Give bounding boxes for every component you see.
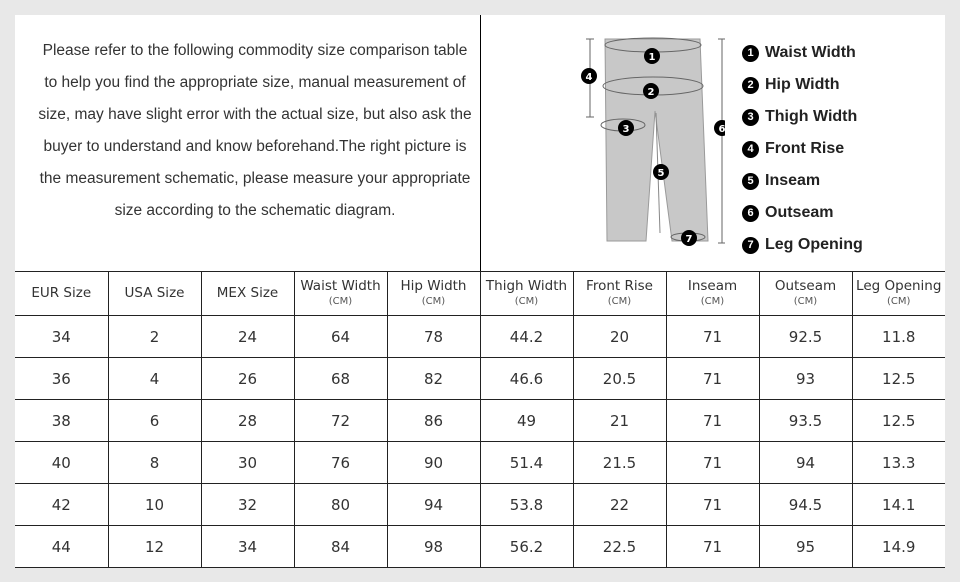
- table-cell: 86: [387, 400, 480, 442]
- table-cell: 76: [294, 442, 387, 484]
- table-cell: 44.2: [480, 316, 573, 358]
- table-cell: 78: [387, 316, 480, 358]
- table-cell: 92.5: [759, 316, 852, 358]
- table-cell: 22.5: [573, 526, 666, 568]
- table-row: [15, 484, 945, 526]
- number-4-icon: 4: [742, 141, 759, 158]
- marker-7-label: 7: [685, 234, 693, 245]
- table-cell: 12.5: [852, 358, 945, 400]
- table-cell: 94: [759, 442, 852, 484]
- table-cell: 93.5: [759, 400, 852, 442]
- table-cell: 22: [573, 484, 666, 526]
- table-cell: 95: [759, 526, 852, 568]
- legend-label: Front Rise: [765, 140, 845, 157]
- table-cell: 26: [201, 358, 294, 400]
- legend-item: [742, 229, 863, 261]
- number-3-icon: 3: [742, 109, 759, 126]
- table-cell: 51.4: [480, 442, 573, 484]
- table-cell: 21: [573, 400, 666, 442]
- table-cell: 90: [387, 442, 480, 484]
- table-cell: 53.8: [480, 484, 573, 526]
- number-2-icon: 2: [742, 77, 759, 94]
- table-cell: 71: [666, 358, 759, 400]
- table-cell: 49: [480, 400, 573, 442]
- number-5-icon: 5: [742, 173, 759, 190]
- table-cell: 34: [201, 526, 294, 568]
- number-6-icon: 6: [742, 205, 759, 222]
- table-cell: 94.5: [759, 484, 852, 526]
- legend-item: [742, 37, 863, 69]
- marker-1-label: 1: [648, 52, 656, 63]
- table-cell: 12: [108, 526, 201, 568]
- number-1-icon: 1: [742, 45, 759, 62]
- table-cell: 93: [759, 358, 852, 400]
- table-cell: 71: [666, 526, 759, 568]
- header-usa-size: USA Size: [108, 272, 201, 316]
- table-cell: 64: [294, 316, 387, 358]
- table-cell: 14.9: [852, 526, 945, 568]
- table-row: [15, 400, 945, 442]
- table-cell: 4: [108, 358, 201, 400]
- legend-label: Leg Opening: [765, 236, 863, 253]
- table-cell: 20.5: [573, 358, 666, 400]
- measurement-legend: [742, 37, 863, 261]
- table-cell: 6: [108, 400, 201, 442]
- table-cell: 8: [108, 442, 201, 484]
- table-cell: 20: [573, 316, 666, 358]
- header-leg-opening: Leg Opening (CM): [852, 272, 945, 316]
- legend-item: [742, 133, 863, 165]
- header-front-rise: Front Rise (CM): [573, 272, 666, 316]
- table-row: [15, 358, 945, 400]
- table-row: [15, 316, 945, 358]
- table-cell: 12.5: [852, 400, 945, 442]
- header-eur-size: EUR Size: [15, 272, 108, 316]
- intro-section: [15, 15, 945, 271]
- legend-label: Hip Width: [765, 76, 840, 93]
- marker-5-label: 5: [657, 168, 665, 179]
- table-cell: 11.8: [852, 316, 945, 358]
- table-cell: 84: [294, 526, 387, 568]
- measurement-note: Please refer to the following commodity size comparison table to help you find the appropriate size, manual measurement of size, may have slight error with the actual size, but also ask the buyer to understand and know beforehand.The right picture is the measurement schematic, please measure your appropriate size according to the schematic diagram.: [38, 42, 472, 219]
- table-cell: 36: [15, 358, 108, 400]
- marker-3-label: 3: [622, 124, 630, 135]
- table-header-row: [15, 272, 945, 316]
- marker-6-label: 6: [718, 124, 725, 135]
- table-cell: 28: [201, 400, 294, 442]
- legend-item: [742, 101, 863, 133]
- table-row: [15, 526, 945, 568]
- header-waist-width: Waist Width (CM): [294, 272, 387, 316]
- legend-item: [742, 197, 863, 229]
- table-cell: 30: [201, 442, 294, 484]
- header-inseam: Inseam (CM): [666, 272, 759, 316]
- legend-label: Thigh Width: [765, 108, 858, 125]
- table-cell: 71: [666, 484, 759, 526]
- table-cell: 10: [108, 484, 201, 526]
- table-cell: 71: [666, 442, 759, 484]
- table-cell: 32: [201, 484, 294, 526]
- table-cell: 71: [666, 400, 759, 442]
- table-cell: 24: [201, 316, 294, 358]
- size-chart-card: [15, 15, 945, 567]
- legend-item: [742, 69, 863, 101]
- table-cell: 68: [294, 358, 387, 400]
- table-cell: 56.2: [480, 526, 573, 568]
- table-cell: 71: [666, 316, 759, 358]
- marker-4-label: 4: [585, 72, 593, 83]
- header-hip-width: Hip Width (CM): [387, 272, 480, 316]
- table-cell: 46.6: [480, 358, 573, 400]
- marker-2-label: 2: [647, 87, 655, 98]
- legend-item: [742, 165, 863, 197]
- table-cell: 42: [15, 484, 108, 526]
- number-7-icon: 7: [742, 237, 759, 254]
- legend-label: Waist Width: [765, 44, 856, 61]
- pants-measurement-diagram-icon: [570, 33, 725, 258]
- header-thigh-width: Thigh Width (CM): [480, 272, 573, 316]
- table-cell: 40: [15, 442, 108, 484]
- table-cell: 94: [387, 484, 480, 526]
- table-cell: 72: [294, 400, 387, 442]
- table-cell: 14.1: [852, 484, 945, 526]
- table-cell: 82: [387, 358, 480, 400]
- table-cell: 2: [108, 316, 201, 358]
- header-mex-size: MEX Size: [201, 272, 294, 316]
- table-cell: 80: [294, 484, 387, 526]
- legend-label: Outseam: [765, 204, 834, 221]
- table-cell: 44: [15, 526, 108, 568]
- table-cell: 98: [387, 526, 480, 568]
- table-cell: 34: [15, 316, 108, 358]
- table-row: [15, 442, 945, 484]
- table-cell: 38: [15, 400, 108, 442]
- table-cell: 13.3: [852, 442, 945, 484]
- table-cell: 21.5: [573, 442, 666, 484]
- size-table: [15, 271, 945, 568]
- section-divider: [480, 15, 481, 271]
- header-outseam: Outseam (CM): [759, 272, 852, 316]
- legend-label: Inseam: [765, 172, 821, 189]
